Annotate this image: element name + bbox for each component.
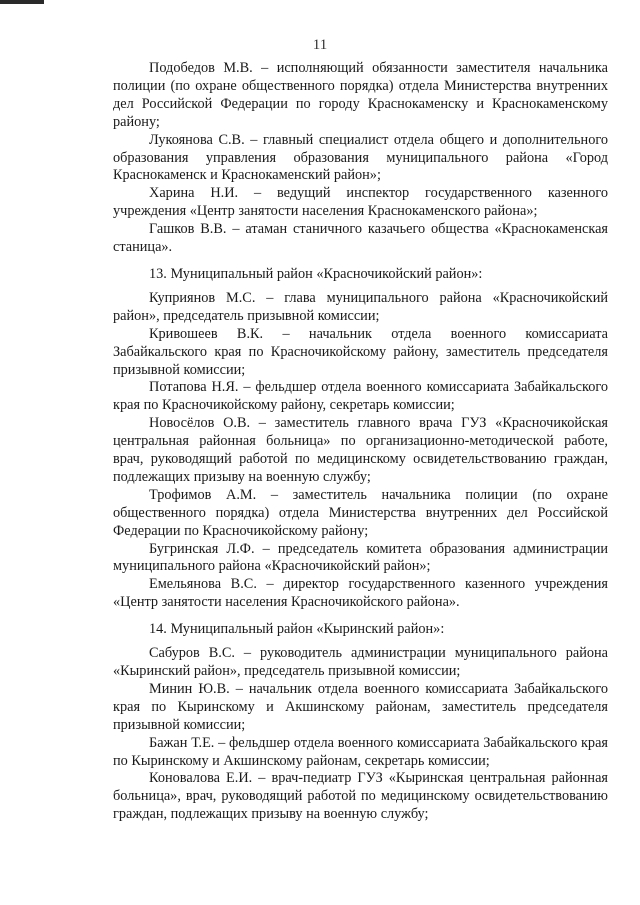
- section-heading: 13. Муниципальный район «Красночикойский район»:: [149, 265, 483, 282]
- paragraph-entry: Кривошеев В.К. – начальник отдела военного комиссариата Забайкальского края по Красночикойскому району, заместитель председателя призывной комиссии;: [113, 325, 608, 378]
- paragraph-entry: Коновалова Е.И. – врач-педиатр ГУЗ «Кыринская центральная районная больница», врач, руководящий работой по медицинскому освидетельствованию граждан, подлежащих призыву на военную службу;: [113, 770, 608, 823]
- paragraph-entry: Харина Н.И. – ведущий инспектор государственного казенного учреждения «Центр занятости населения Краснокаменского района»;: [113, 185, 608, 220]
- paragraph-entry: Бугринская Л.Ф. – председатель комитета образования администрации муниципального района «Красночикойский район»;: [113, 540, 608, 575]
- paragraph-entry: Трофимов А.М. – заместитель начальника полиции (по охране общественного порядка) отдела Министерства внутренних дел Российской Федерации по Красночикойскому району;: [113, 486, 608, 539]
- paragraph-entry: Минин Ю.В. – начальник отдела военного комиссариата Забайкальского края по Кыринскому и Акшинскому районам, заместитель председателя призывной комиссии;: [113, 680, 608, 733]
- paragraph-entry: Куприянов М.С. – глава муниципального района «Красночикойский район», председатель призывной комиссии;: [113, 289, 608, 324]
- paragraph-entry: Потапова Н.Я. – фельдшер отдела военного комиссариата Забайкальского края по Красночикойскому району, секретарь комиссии;: [113, 379, 608, 414]
- page-number: 11: [312, 37, 328, 53]
- paragraph-entry: Лукоянова С.В. – главный специалист отдела общего и дополнительного образования управления образования муниципального района «Город Краснокаменск и Краснокаменский район»;: [113, 131, 608, 184]
- paragraph-entry: Емельянова В.С. – директор государственного казенного учреждения «Центр занятости населения Красночикойского района».: [113, 576, 608, 611]
- paragraph-entry: Сабуров В.С. – руководитель администрации муниципального района «Кыринский район», председатель призывной комиссии;: [113, 645, 608, 679]
- paragraph-entry: Подобедов М.В. – исполняющий обязанности заместителя начальника полиции (по охране общественного порядка) отдела Министерства внутренних дел Российской Федерации по городу Краснокаменску и Краснокаменскому району;: [113, 60, 608, 130]
- paragraph-entry: Бажан Т.Е. – фельдшер отдела военного комиссариата Забайкальского края по Кыринскому и Акшинскому районам, секретарь комиссии;: [113, 734, 608, 769]
- scan-corner-mark: [0, 0, 44, 4]
- paragraph-entry: Новосёлов О.В. – заместитель главного врача ГУЗ «Красночикойская центральная районная больница» по организационно-методической работе, врач, руководящий работой по медицинскому освидетельствованию граждан, подлежащих призыву на военную службу;: [113, 415, 608, 485]
- section-heading: 14. Муниципальный район «Кыринский район»:: [149, 621, 445, 638]
- document-body: [113, 60, 608, 824]
- paragraph-entry: Гашков В.В. – атаман станичного казачьего общества «Краснокаменская станица».: [113, 221, 608, 256]
